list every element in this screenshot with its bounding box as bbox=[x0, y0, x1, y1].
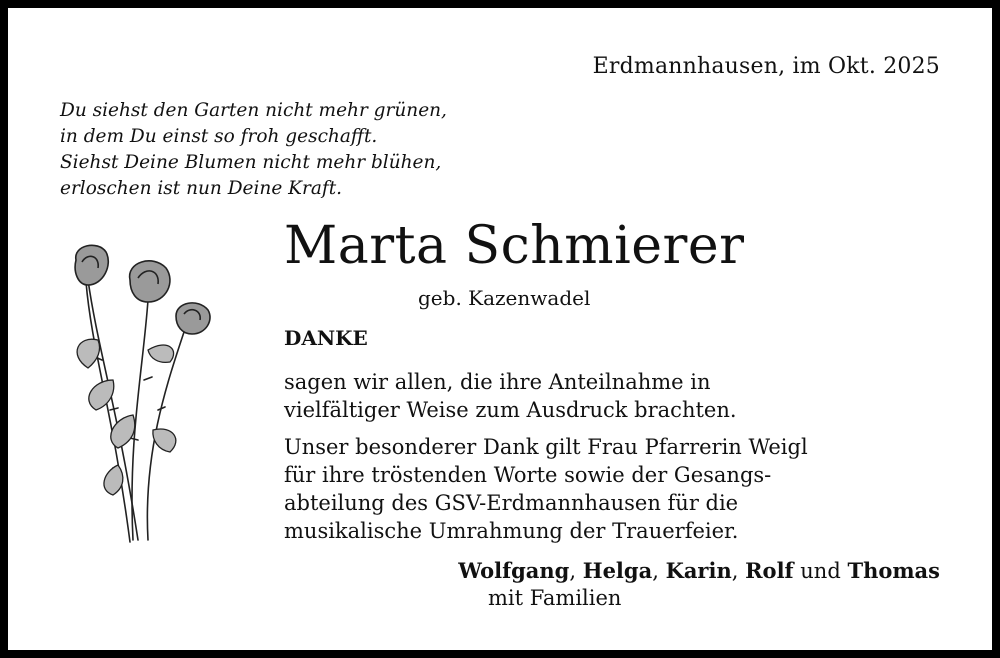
paragraph-line: abteilung des GSV-Erdmannhausen für die bbox=[284, 491, 739, 515]
signer-name: Helga bbox=[582, 558, 653, 583]
separator: , bbox=[652, 559, 666, 583]
families-line: mit Familien bbox=[488, 586, 622, 610]
poem-line: erloschen ist nun Deine Kraft. bbox=[60, 178, 343, 199]
separator: , bbox=[731, 559, 746, 583]
signer-name: Rolf bbox=[745, 558, 794, 583]
paragraph-line: vielfältiger Weise zum Ausdruck brachten. bbox=[284, 398, 737, 422]
maiden-name: geb. Kazenwadel bbox=[418, 286, 591, 310]
thanks-paragraph-1 bbox=[284, 368, 737, 424]
place-date: Erdmannhausen, im Okt. 2025 bbox=[592, 54, 940, 79]
thanks-paragraph-2 bbox=[284, 433, 808, 545]
roses-illustration-icon bbox=[58, 240, 238, 560]
deceased-name: Marta Schmierer bbox=[284, 216, 745, 276]
paragraph-line: Unser besonderer Dank gilt Frau Pfarrerin Weigl bbox=[284, 435, 808, 459]
poem-line: Du siehst den Garten nicht mehr grünen, bbox=[60, 100, 447, 121]
poem bbox=[60, 98, 447, 202]
signers bbox=[458, 558, 940, 584]
signer-name: Thomas bbox=[847, 558, 940, 583]
poem-line: in dem Du einst so froh geschafft. bbox=[60, 126, 378, 147]
poem-line: Siehst Deine Blumen nicht mehr blühen, bbox=[60, 152, 442, 173]
separator: und bbox=[793, 559, 848, 583]
paragraph-line: für ihre tröstenden Worte sowie der Gesangs- bbox=[284, 463, 772, 487]
separator: , bbox=[569, 559, 583, 583]
signer-name: Karin bbox=[665, 558, 732, 583]
paragraph-line: musikalische Umrahmung der Trauerfeier. bbox=[284, 519, 739, 543]
thanks-heading: DANKE bbox=[284, 326, 368, 350]
signer-name: Wolfgang bbox=[458, 558, 570, 583]
paragraph-line: sagen wir allen, die ihre Anteilnahme in bbox=[284, 370, 711, 394]
